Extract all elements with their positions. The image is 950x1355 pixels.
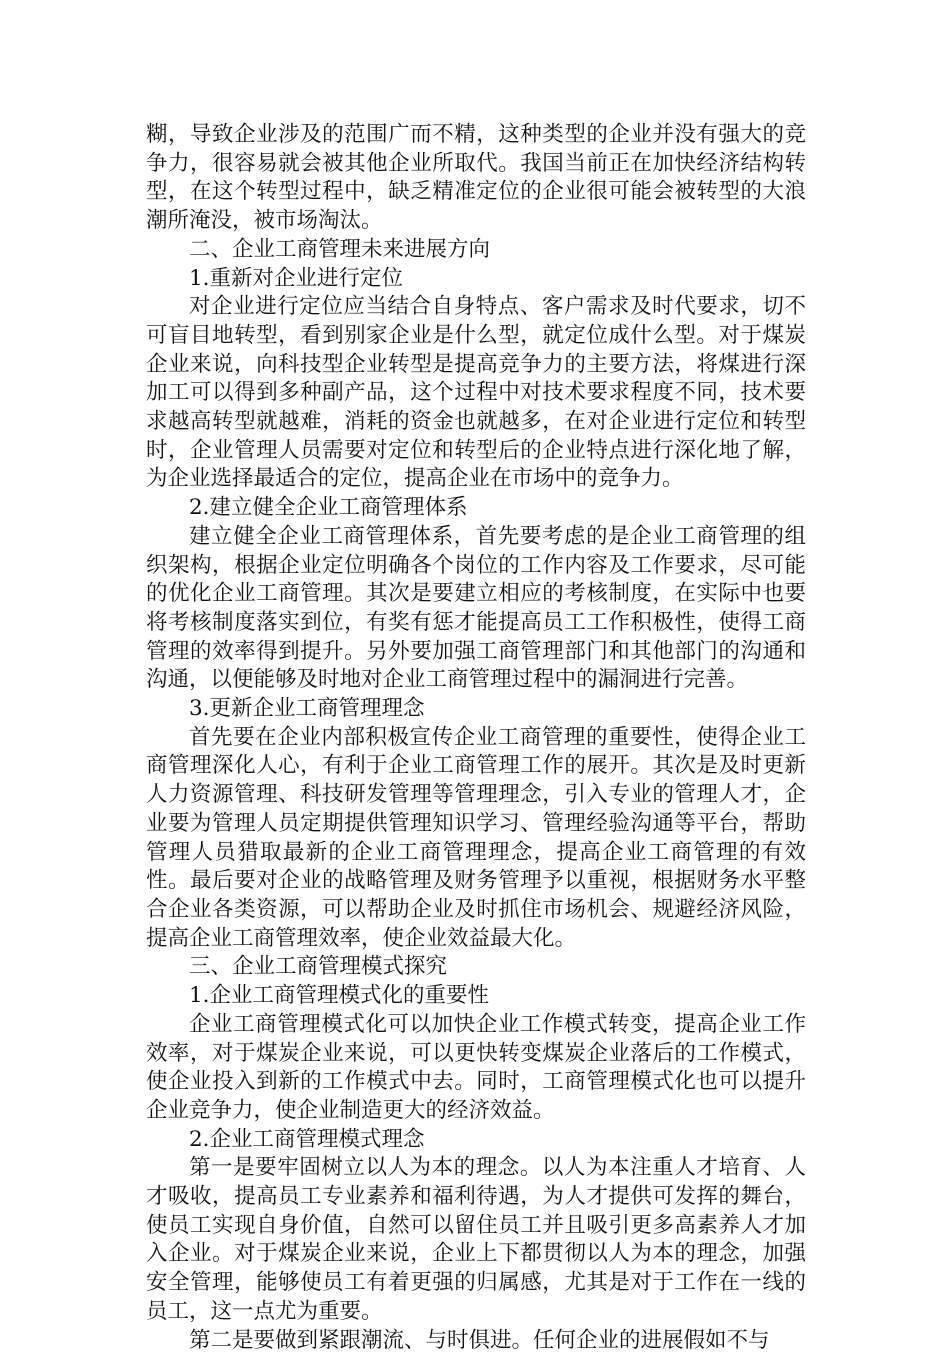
paragraph-reposition: 对企业进行定位应当结合自身特点、客户需求及时代要求，切不可盲目地转型，看到别家企业是什么型，就定位成什么型。对于煤炭企业来说，向科技型企业转型是提高竞争力的主要方法，将煤进行深加工可以得到多种副产品，这个过程中对技术要求程度不同，技术要求越高转型就越难，消耗的资金也就越多，在对企业进行定位和转型时，企业管理人员需要对定位和转型后的企业特点进行深化地了解，为企业选择最适合的定位，提高企业在市场中的竞争力。 (146, 294, 806, 492)
subheading-management-concept: 3.更新企业工商管理理念 (189, 696, 425, 722)
document-page (146, 121, 806, 1355)
subheading-mode-importance: 1.企业工商管理模式化的重要性 (189, 983, 490, 1009)
subheading-reposition: 1.重新对企业进行定位 (189, 265, 404, 291)
paragraph-mode-importance: 企业工商管理模式化可以加快企业工作模式转变，提高企业工作效率，对于煤炭企业来说，可以更快转变煤炭企业落后的工作模式，使企业投入到新的工作模式中去。同时，工商管理模式化也可以提升企业竞争力，使企业制造更大的经济效益。 (146, 1011, 806, 1123)
subheading-management-system: 2.建立健全企业工商管理体系 (189, 495, 468, 521)
paragraph-management-concept: 首先要在企业内部积极宣传企业工商管理的重要性，使得企业工商管理深化人心，有利于企业工商管理工作的展开。其次是及时更新人力资源管理、科技研发管理等管理理念，引入专业的管理人才，企业要为管理人员定期提供管理知识学习、管理经验沟通等平台，帮助管理人员猎取最新的企业工商管理理念，提高企业工商管理的有效性。最后要对企业的战略管理及财务管理予以重视，根据财务水平整合企业各类资源，可以帮助企业及时抓住市场机会、规避经济风险，提高企业工商管理效率，使企业效益最大化。 (146, 724, 806, 951)
subheading-mode-concept: 2.企业工商管理模式理念 (189, 1126, 425, 1152)
paragraph-management-system: 建立健全企业工商管理体系，首先要考虑的是企业工商管理的组织架构，根据企业定位明确各个岗位的工作内容及工作要求，尽可能的优化企业工商管理。其次是要建立相应的考核制度，在实际中也要将考核制度落实到位，有奖有惩才能提高员工工作积极性，使得工商管理的效率得到提升。另外要加强工商管理部门和其他部门的沟通和沟通，以便能够及时地对企业工商管理过程中的漏洞进行完善。 (146, 523, 806, 693)
paragraph-continuation: 糊，导致企业涉及的范围广而不精，这种类型的企业并没有强大的竞争力，很容易就会被其他企业所取代。我国当前正在加快经济结构转型，在这个转型过程中，缺乏精准定位的企业很可能会被转型的大浪潮所淹没，被市场淘汰。 (146, 122, 806, 234)
paragraph-people-oriented: 第一是要牢固树立以人为本的理念。以人为本注重人才培育、人才吸收，提高员工专业素养和福利待遇，为人才提供可发挥的舞台，使员工实现自身价值，自然可以留住员工并且吸引更多高素养人才加入企业。对于煤炭企业来说，企业上下都贯彻以人为本的理念，加强安全管理，能够使员工有着更强的归属感，尤其是对于工作在一线的员工，这一点尤为重要。 (146, 1155, 806, 1324)
section-heading-2: 二、企业工商管理未来进展方向 (189, 236, 491, 262)
section-heading-3: 三、企业工商管理模式探究 (189, 954, 448, 980)
paragraph-keep-pace: 第二是要做到紧跟潮流、与时俱进。任何企业的进展假如不与 (189, 1327, 770, 1353)
